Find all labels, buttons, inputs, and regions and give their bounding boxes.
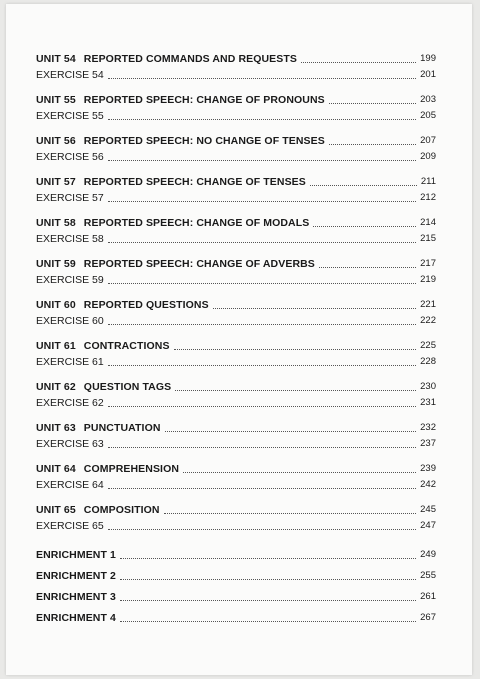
toc-unit-entry[interactable]: [36, 502, 436, 516]
unit-title: REPORTED SPEECH: NO CHANGE OF TENSES: [83, 135, 325, 147]
unit-heading: [36, 176, 306, 188]
unit-number: UNIT 63: [36, 422, 76, 434]
toc-unit-entry[interactable]: [36, 461, 436, 475]
page-number: 203: [420, 94, 436, 105]
dot-leader: [108, 528, 416, 530]
exercise-label: EXERCISE 54: [36, 69, 104, 81]
exercise-label: EXERCISE 55: [36, 110, 104, 122]
exercise-label: EXERCISE 56: [36, 151, 104, 163]
exercise-label: EXERCISE 58: [36, 233, 104, 245]
dot-leader: [120, 557, 416, 559]
toc-exercise-entry[interactable]: [36, 108, 436, 122]
toc-unit-entry[interactable]: [36, 215, 436, 229]
page-number: 239: [420, 463, 436, 474]
exercise-label: EXERCISE 62: [36, 397, 104, 409]
unit-number: UNIT 58: [36, 217, 76, 229]
toc-exercise-entry[interactable]: [36, 477, 436, 491]
toc-unit-entry[interactable]: [36, 338, 436, 352]
toc-enrichment-entry[interactable]: [36, 610, 436, 624]
toc-exercise-entry[interactable]: [36, 354, 436, 368]
dot-leader: [108, 364, 416, 366]
page-number: 225: [420, 340, 436, 351]
dot-leader: [120, 620, 416, 622]
unit-number: UNIT 60: [36, 299, 76, 311]
page-number: 231: [420, 397, 436, 408]
unit-heading: [36, 258, 315, 270]
unit-title: PUNCTUATION: [83, 422, 161, 434]
unit-heading: [36, 53, 297, 65]
page-number: 212: [420, 192, 436, 203]
dot-leader: [108, 405, 416, 407]
dot-leader: [165, 430, 417, 432]
toc-unit-entry[interactable]: [36, 174, 436, 188]
unit-title: REPORTED SPEECH: CHANGE OF PRONOUNS: [83, 94, 325, 106]
unit-number: UNIT 61: [36, 340, 76, 352]
toc-exercise-entry[interactable]: [36, 518, 436, 532]
unit-heading: [36, 381, 171, 393]
unit-title: COMPOSITION: [83, 504, 160, 516]
unit-number: UNIT 59: [36, 258, 76, 270]
page-number: 249: [420, 549, 436, 560]
dot-leader: [183, 471, 416, 473]
enrichment-label: ENRICHMENT 4: [36, 612, 116, 624]
dot-leader: [108, 200, 416, 202]
page-number: 255: [420, 570, 436, 581]
unit-title: REPORTED QUESTIONS: [83, 299, 209, 311]
unit-title: QUESTION TAGS: [83, 381, 172, 393]
unit-heading: [36, 463, 179, 475]
page-number: 199: [420, 53, 436, 64]
unit-title: COMPREHENSION: [83, 463, 180, 475]
page-number: 211: [420, 176, 436, 187]
page-number: 222: [420, 315, 436, 326]
dot-leader: [108, 159, 416, 161]
toc-enrichment-entry[interactable]: [36, 568, 436, 582]
dot-leader: [108, 487, 416, 489]
page-number: 215: [420, 233, 436, 244]
unit-number: UNIT 57: [36, 176, 76, 188]
unit-heading: [36, 94, 325, 106]
toc-unit-entry[interactable]: [36, 256, 436, 270]
unit-heading: [36, 217, 309, 229]
enrichment-label: ENRICHMENT 3: [36, 591, 116, 603]
toc-unit-entry[interactable]: [36, 92, 436, 106]
exercise-label: EXERCISE 59: [36, 274, 104, 286]
document-page: [6, 4, 472, 675]
enrichment-label: ENRICHMENT 1: [36, 549, 116, 561]
toc-enrichment-entry[interactable]: [36, 589, 436, 603]
toc-exercise-entry[interactable]: [36, 190, 436, 204]
dot-leader: [108, 77, 416, 79]
page-number: 228: [420, 356, 436, 367]
page-number: 201: [420, 69, 436, 80]
dot-leader: [120, 599, 416, 601]
page-number: 237: [420, 438, 436, 449]
toc-exercise-entry[interactable]: [36, 149, 436, 163]
page-number: 247: [420, 520, 436, 531]
page-number: 221: [420, 299, 436, 310]
dot-leader: [108, 241, 416, 243]
page-number: 245: [420, 504, 436, 515]
toc-unit-entry[interactable]: [36, 297, 436, 311]
page-number: 232: [420, 422, 436, 433]
exercise-label: EXERCISE 57: [36, 192, 104, 204]
toc-unit-entry[interactable]: [36, 133, 436, 147]
unit-number: UNIT 54: [36, 53, 76, 65]
page-number: 207: [420, 135, 436, 146]
unit-heading: [36, 422, 161, 434]
unit-title: CONTRACTIONS: [83, 340, 170, 352]
unit-number: UNIT 55: [36, 94, 76, 106]
unit-heading: [36, 504, 160, 516]
dot-leader: [108, 446, 416, 448]
page-number: 219: [420, 274, 436, 285]
dot-leader: [108, 282, 416, 284]
unit-title: REPORTED COMMANDS AND REQUESTS: [83, 53, 298, 65]
exercise-label: EXERCISE 60: [36, 315, 104, 327]
unit-title: REPORTED SPEECH: CHANGE OF MODALS: [83, 217, 310, 229]
unit-number: UNIT 64: [36, 463, 76, 475]
dot-leader: [108, 323, 416, 325]
unit-number: UNIT 65: [36, 504, 76, 516]
toc-unit-entry[interactable]: [36, 51, 436, 65]
enrichment-label: ENRICHMENT 2: [36, 570, 116, 582]
exercise-label: EXERCISE 63: [36, 438, 104, 450]
dot-leader: [120, 578, 416, 580]
unit-heading: [36, 340, 170, 352]
page-number: 205: [420, 110, 436, 121]
page-number: 209: [420, 151, 436, 162]
page-number: 267: [420, 612, 436, 623]
toc-exercise-entry[interactable]: [36, 313, 436, 327]
page-number: 217: [420, 258, 436, 269]
dot-leader: [175, 389, 416, 391]
dot-leader: [213, 307, 416, 309]
toc-exercise-entry[interactable]: [36, 231, 436, 245]
toc-exercise-entry[interactable]: [36, 395, 436, 409]
toc-exercise-entry[interactable]: [36, 67, 436, 81]
dot-leader: [329, 143, 416, 145]
dot-leader: [329, 102, 416, 104]
dot-leader: [108, 118, 416, 120]
dot-leader: [310, 184, 417, 186]
unit-heading: [36, 299, 209, 311]
dot-leader: [301, 61, 416, 63]
unit-heading: [36, 135, 325, 147]
unit-title: REPORTED SPEECH: CHANGE OF TENSES: [83, 176, 306, 188]
exercise-label: EXERCISE 61: [36, 356, 104, 368]
page-number: 214: [420, 217, 436, 228]
toc-unit-entry[interactable]: [36, 379, 436, 393]
toc-unit-entry[interactable]: [36, 420, 436, 434]
page-number: 242: [420, 479, 436, 490]
unit-title: REPORTED SPEECH: CHANGE OF ADVERBS: [83, 258, 315, 270]
page-number: 261: [420, 591, 436, 602]
toc-exercise-entry[interactable]: [36, 436, 436, 450]
unit-number: UNIT 56: [36, 135, 76, 147]
exercise-label: EXERCISE 64: [36, 479, 104, 491]
table-of-contents: [6, 4, 472, 675]
unit-number: UNIT 62: [36, 381, 76, 393]
toc-enrichment-entry[interactable]: [36, 547, 436, 561]
dot-leader: [164, 512, 417, 514]
dot-leader: [174, 348, 417, 350]
dot-leader: [319, 266, 416, 268]
page-number: 230: [420, 381, 436, 392]
exercise-label: EXERCISE 65: [36, 520, 104, 532]
dot-leader: [313, 225, 416, 227]
toc-exercise-entry[interactable]: [36, 272, 436, 286]
